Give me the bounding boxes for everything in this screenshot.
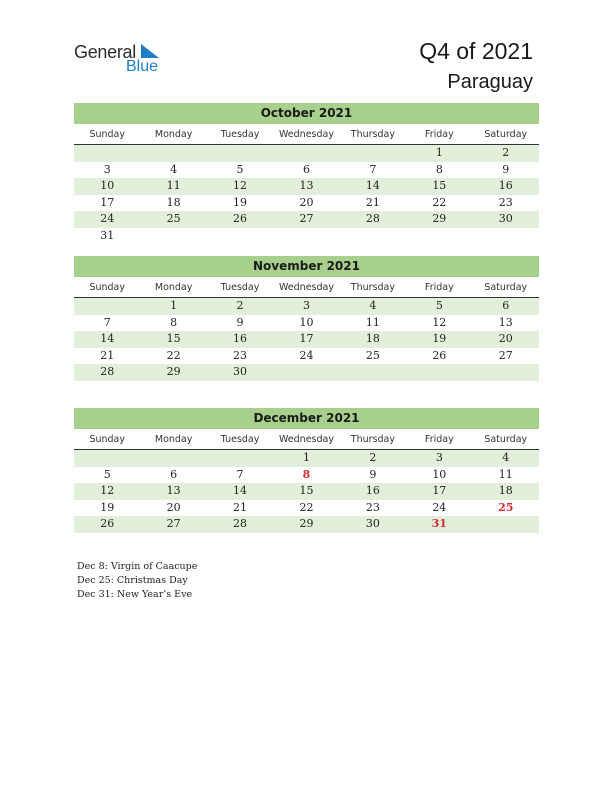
day-cell: 23	[365, 500, 380, 514]
day-cell: 19	[432, 332, 447, 345]
week-row	[74, 450, 539, 467]
day-cell: 27	[299, 212, 314, 225]
day-cell: 25	[166, 212, 181, 225]
day-cell: 6	[170, 467, 178, 481]
holiday-note: Dec 25: Christmas Day	[77, 575, 188, 586]
day-cell: 18	[365, 332, 380, 345]
weekday-label: Wednesday	[278, 434, 334, 445]
month-calendar	[74, 103, 539, 244]
day-cell: 30	[365, 517, 380, 530]
day-cell: 9	[502, 162, 510, 176]
month-header: November 2021	[74, 256, 539, 277]
day-cell: 14	[233, 484, 248, 497]
weekday-label: Saturday	[484, 434, 528, 445]
day-cell: 4	[170, 162, 178, 176]
weekday-label: Sunday	[89, 129, 125, 140]
week-row	[74, 364, 539, 381]
day-cell	[74, 298, 140, 315]
holiday-day-cell: 8	[302, 467, 311, 481]
weekday-header-row	[74, 280, 539, 298]
day-cell	[273, 145, 339, 162]
day-cell: 14	[100, 332, 115, 345]
day-cell: 30	[233, 365, 248, 378]
day-cell: 7	[103, 315, 111, 329]
day-cell	[340, 228, 406, 245]
week-row	[74, 348, 539, 365]
holiday-note: Dec 8: Virgin of Caacupe	[77, 561, 198, 572]
day-cell: 3	[103, 162, 111, 176]
day-cell	[273, 228, 339, 245]
day-cell: 18	[166, 195, 181, 209]
weekday-label: Saturday	[484, 282, 528, 293]
day-cell: 20	[299, 195, 314, 209]
weekday-label: Thursday	[350, 434, 395, 445]
week-row	[74, 211, 539, 228]
day-cell	[406, 228, 472, 245]
weekday-label: Monday	[154, 282, 193, 293]
day-cell: 13	[166, 484, 181, 497]
day-cell: 10	[100, 179, 115, 192]
day-cell: 10	[432, 467, 447, 481]
day-cell: 15	[432, 179, 447, 192]
day-cell: 13	[498, 315, 513, 329]
month-header: December 2021	[74, 408, 539, 429]
page-title: Q4 of 2021	[419, 38, 533, 64]
weekday-label: Tuesday	[220, 129, 260, 140]
day-cell: 28	[365, 212, 380, 225]
day-cell: 4	[369, 299, 377, 312]
day-cell: 1	[170, 299, 178, 312]
day-cell: 21	[365, 195, 380, 209]
day-cell: 1	[435, 146, 443, 159]
weekday-header-row	[74, 432, 539, 450]
day-cell: 29	[299, 517, 314, 530]
day-cell	[140, 450, 206, 467]
month-calendar	[74, 408, 539, 533]
day-cell: 9	[369, 467, 377, 481]
weekday-label: Monday	[154, 129, 193, 140]
weekday-label: Monday	[154, 434, 193, 445]
day-cell: 29	[432, 212, 447, 225]
day-cell: 28	[100, 365, 115, 378]
day-cell: 26	[100, 517, 115, 530]
day-cell: 8	[170, 315, 178, 329]
day-cell: 8	[435, 162, 443, 176]
week-row	[74, 331, 539, 348]
weekday-label: Thursday	[350, 282, 395, 293]
weekday-label: Friday	[424, 434, 454, 445]
day-cell	[273, 364, 339, 381]
day-cell: 7	[236, 467, 244, 481]
day-cell: 10	[299, 315, 314, 329]
week-row	[74, 298, 539, 315]
week-row	[74, 228, 539, 245]
day-cell: 2	[236, 299, 244, 312]
week-row	[74, 195, 539, 212]
weekday-label: Sunday	[89, 434, 125, 445]
day-cell: 22	[432, 195, 447, 209]
day-cell	[207, 450, 273, 467]
holiday-notes	[77, 560, 197, 602]
weekday-label: Thursday	[350, 129, 395, 140]
day-cell: 26	[233, 212, 248, 225]
day-cell: 11	[365, 315, 380, 329]
day-cell	[74, 450, 140, 467]
week-row	[74, 145, 539, 162]
logo-blue-text: Blue	[126, 58, 159, 75]
weekday-label: Wednesday	[278, 282, 334, 293]
day-cell: 6	[502, 299, 510, 312]
day-cell	[140, 145, 206, 162]
day-cell: 2	[502, 146, 510, 159]
holiday-day-cell: 31	[431, 517, 447, 530]
day-cell	[207, 145, 273, 162]
day-cell: 2	[369, 451, 377, 464]
holiday-day-cell: 25	[498, 500, 514, 514]
week-row	[74, 516, 539, 533]
weekday-label: Friday	[424, 129, 454, 140]
day-cell	[473, 228, 539, 245]
day-cell: 9	[236, 315, 244, 329]
day-cell: 27	[498, 348, 513, 362]
weekday-label: Tuesday	[220, 282, 260, 293]
day-cell: 18	[498, 484, 513, 497]
day-cell: 6	[302, 162, 310, 176]
day-cell: 3	[435, 451, 443, 464]
day-cell: 26	[432, 348, 447, 362]
week-row	[74, 500, 539, 517]
day-cell: 30	[498, 212, 513, 225]
day-cell: 12	[100, 484, 115, 497]
day-cell: 22	[166, 348, 181, 362]
day-cell: 17	[432, 484, 447, 497]
day-cell: 11	[498, 467, 513, 481]
country-name: Paraguay	[447, 71, 533, 93]
day-cell: 31	[100, 228, 115, 242]
day-cell: 11	[166, 179, 181, 192]
day-cell	[340, 145, 406, 162]
day-cell: 24	[432, 500, 447, 514]
day-cell: 12	[233, 179, 248, 192]
day-cell: 3	[302, 299, 310, 312]
day-cell: 23	[498, 195, 513, 209]
week-row	[74, 467, 539, 484]
weekday-label: Friday	[424, 282, 454, 293]
day-cell: 20	[166, 500, 181, 514]
day-cell	[406, 364, 472, 381]
day-cell: 5	[236, 162, 244, 176]
day-cell	[473, 516, 539, 533]
weekday-label: Wednesday	[278, 129, 334, 140]
day-cell	[74, 145, 140, 162]
day-cell: 23	[233, 348, 248, 362]
day-cell: 7	[369, 162, 377, 176]
day-cell	[140, 228, 206, 245]
day-cell: 27	[166, 517, 181, 530]
day-cell: 21	[233, 500, 248, 514]
brand-logo	[74, 42, 174, 78]
day-cell: 29	[166, 365, 181, 378]
weekday-label: Sunday	[89, 282, 125, 293]
day-cell: 13	[299, 179, 314, 192]
day-cell: 21	[100, 348, 115, 362]
day-cell: 16	[498, 179, 513, 192]
day-cell: 1	[302, 451, 310, 464]
day-cell: 5	[103, 467, 111, 481]
day-cell: 17	[299, 332, 314, 345]
day-cell: 16	[233, 332, 248, 345]
day-cell: 19	[100, 500, 115, 514]
day-cell: 12	[432, 315, 447, 329]
week-row	[74, 315, 539, 332]
day-cell: 19	[233, 195, 248, 209]
day-cell: 15	[299, 484, 314, 497]
day-cell: 5	[435, 299, 443, 312]
month-calendar	[74, 256, 539, 381]
day-cell: 20	[498, 332, 513, 345]
week-row	[74, 178, 539, 195]
day-cell: 16	[365, 484, 380, 497]
day-cell: 14	[365, 179, 380, 192]
day-cell	[473, 364, 539, 381]
day-cell: 17	[100, 195, 115, 209]
weekday-header-row	[74, 127, 539, 145]
holiday-note: Dec 31: New Year’s Eve	[77, 589, 193, 600]
day-cell: 25	[365, 348, 380, 362]
day-cell	[207, 228, 273, 245]
day-cell: 24	[100, 212, 115, 225]
weekday-label: Saturday	[484, 129, 528, 140]
day-cell: 22	[299, 500, 314, 514]
day-cell: 28	[233, 517, 248, 530]
day-cell: 4	[502, 451, 510, 464]
month-header: October 2021	[74, 103, 539, 124]
day-cell	[340, 364, 406, 381]
weekday-label: Tuesday	[220, 434, 260, 445]
week-row	[74, 483, 539, 500]
week-row	[74, 162, 539, 179]
day-cell: 15	[166, 332, 181, 345]
logo-general-text: General	[74, 42, 136, 62]
day-cell: 24	[299, 348, 314, 362]
